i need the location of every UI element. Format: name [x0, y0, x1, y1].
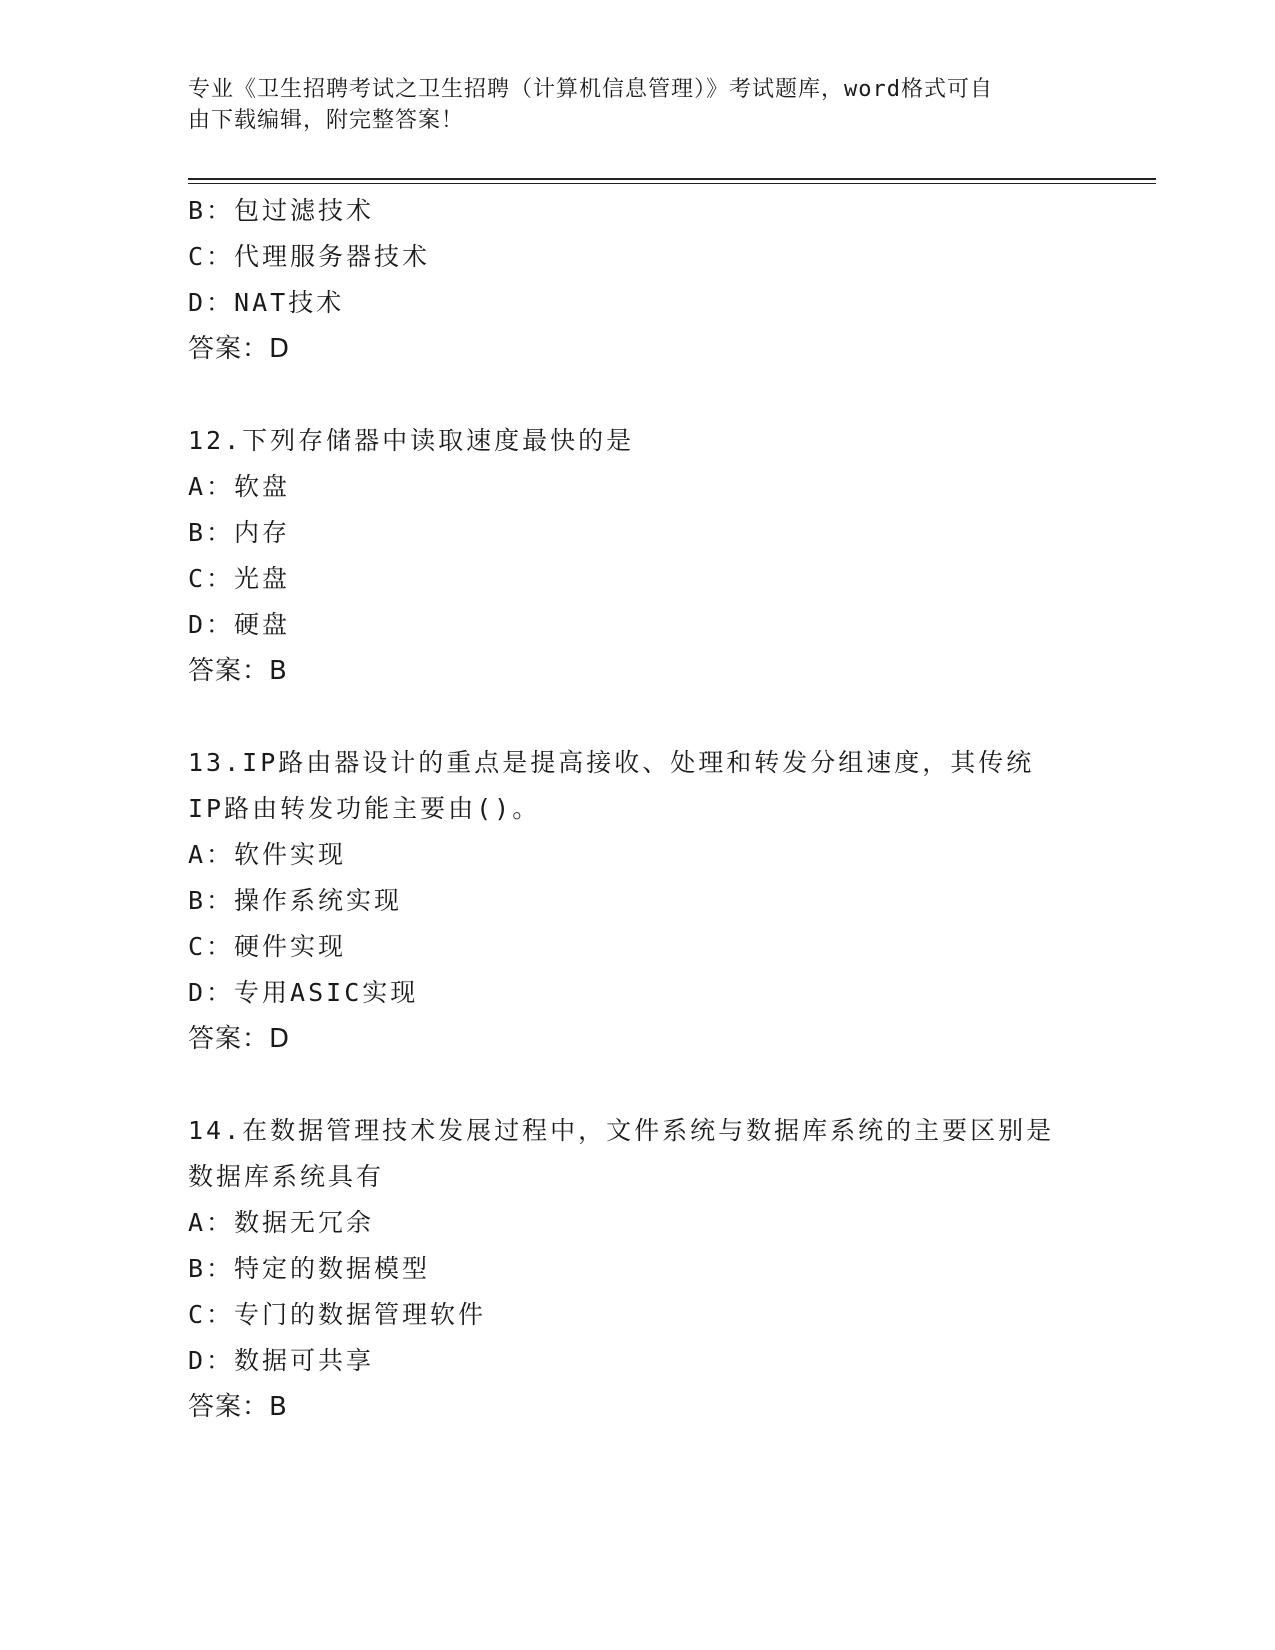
spacer [188, 372, 1088, 418]
q13-stem-line-2: IP路由转发功能主要由()。 [188, 794, 541, 823]
q12-answer: 答案：B [188, 656, 288, 686]
q14-stem-line-2: 数据库系统具有 [188, 1162, 385, 1191]
q12-option-d: D：硬盘 [188, 610, 291, 639]
q11-option-c: C：代理服务器技术 [188, 242, 431, 271]
q13-option-a: A：软件实现 [188, 840, 347, 869]
question-12-block [188, 418, 1088, 694]
question-list [188, 188, 1088, 1430]
q12-stem: 12.下列存储器中读取速度最快的是 [188, 426, 635, 455]
q13-stem-line-1: 13.IP路由器设计的重点是提高接收、处理和转发分组速度，其传统 [188, 748, 1035, 777]
document-header [188, 74, 1068, 136]
q14-option-c: C：专门的数据管理软件 [188, 1300, 487, 1329]
q14-stem-line-1: 14.在数据管理技术发展过程中，文件系统与数据库系统的主要区别是 [188, 1116, 1055, 1145]
question-11-block [188, 188, 1088, 372]
q14-answer: 答案：B [188, 1392, 288, 1422]
q12-option-b: B：内存 [188, 518, 291, 547]
q13-option-c: C：硬件实现 [188, 932, 347, 961]
header-divider-thin [188, 183, 1156, 184]
header-line-2: 由下载编辑，附完整答案！ [188, 108, 465, 133]
q13-option-b: B：操作系统实现 [188, 886, 403, 915]
q11-answer: 答案：D [188, 334, 291, 364]
q12-option-c: C：光盘 [188, 564, 291, 593]
q14-option-b: B：特定的数据模型 [188, 1254, 431, 1283]
header-line-1: 专业《卫生招聘考试之卫生招聘（计算机信息管理）》考试题库，word格式可自 [188, 77, 993, 102]
q14-option-d: D：数据可共享 [188, 1346, 375, 1375]
spacer [188, 1062, 1088, 1108]
q11-option-d: D：NAT技术 [188, 288, 345, 317]
q14-option-a: A：数据无冗余 [188, 1208, 375, 1237]
header-divider-thick [188, 178, 1156, 180]
spacer [188, 694, 1088, 740]
q12-option-a: A：软盘 [188, 472, 291, 501]
question-14-block [188, 1108, 1088, 1430]
q13-answer: 答案：D [188, 1024, 291, 1054]
q11-option-b: B：包过滤技术 [188, 196, 375, 225]
q13-option-d: D：专用ASIC实现 [188, 978, 419, 1007]
question-13-block [188, 740, 1088, 1062]
